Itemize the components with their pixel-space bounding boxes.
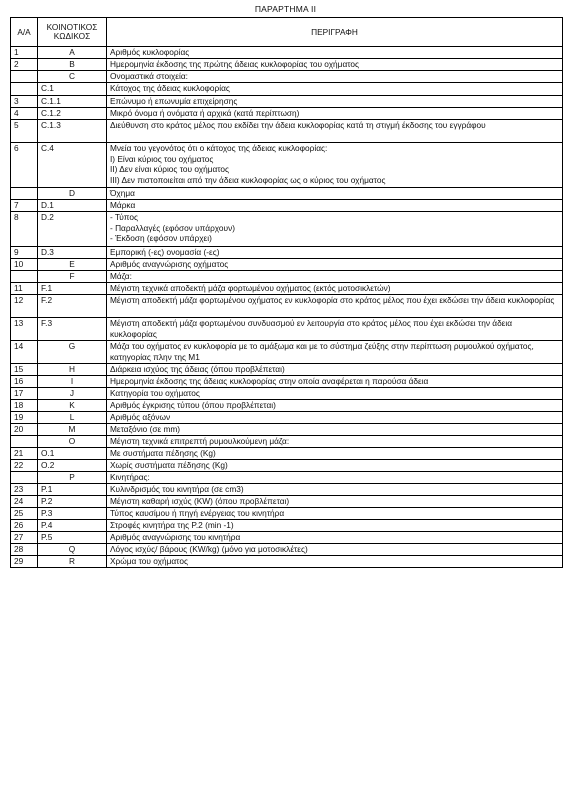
description: Αριθμός αξόνων (107, 412, 563, 424)
community-code: C.1.2 (38, 108, 107, 120)
row-number: 3 (11, 96, 38, 108)
community-code: C.1.1 (38, 96, 107, 108)
description: Διάρκεια ισχύος της άδειας (όπου προβλέπεται) (107, 364, 563, 376)
row-number: 7 (11, 200, 38, 212)
community-code: B (38, 59, 107, 71)
community-code: G (38, 341, 107, 364)
description: Μέγιστη τεχνικά αποδεκτή μάζα φορτωμένου οχήματος (εκτός μοτοσικλετών) (107, 283, 563, 295)
table-row (11, 341, 563, 364)
community-code: P.3 (38, 508, 107, 520)
description: Λόγος ισχύς/ βάρους (KW/kg) (μόνο για μοτοσικλέτες) (107, 544, 563, 556)
description: Μάζα: (107, 271, 563, 283)
community-code: Q (38, 544, 107, 556)
table-row (11, 318, 563, 341)
community-code: D.2 (38, 212, 107, 247)
table-row (11, 188, 563, 200)
description: Αριθμός έγκρισης τύπου (όπου προβλέπεται) (107, 400, 563, 412)
community-code: D.3 (38, 247, 107, 259)
row-number: 17 (11, 388, 38, 400)
table-row (11, 247, 563, 259)
annex-table (10, 17, 563, 568)
community-code: M (38, 424, 107, 436)
table-row (11, 143, 563, 188)
community-code: D.1 (38, 200, 107, 212)
row-number: 21 (11, 448, 38, 460)
community-code: J (38, 388, 107, 400)
description: - Τύπος - Παραλλαγές (εφόσον υπάρχουν) - Έκδοση (εφόσον υπάρχει) (107, 212, 563, 247)
description: Με συστήματα πέδησης (Kg) (107, 448, 563, 460)
row-number (11, 472, 38, 484)
description: Μνεία του γεγονότος ότι ο κάτοχος της άδειας κυκλοφορίας: Ι) Είναι κύριος του οχήματος ΙΙ) Δεν είναι κύριος του οχήματος ΙΙΙ) Δεν πιστοποιείται από την άδεια κυκλοφορίας ως ο κύριος του οχήματος (107, 143, 563, 188)
description: Τύπος καυσίμου ή πηγή ενέργειας του κινητήρα (107, 508, 563, 520)
description: Επώνυμο ή επωνυμία επιχείρησης (107, 96, 563, 108)
description: Κατηγορία του οχήματος (107, 388, 563, 400)
table-row (11, 259, 563, 271)
table-row (11, 283, 563, 295)
row-number: 10 (11, 259, 38, 271)
community-code: R (38, 556, 107, 568)
table-row (11, 96, 563, 108)
table-row (11, 412, 563, 424)
community-code: F.2 (38, 295, 107, 318)
row-number: 28 (11, 544, 38, 556)
table-row (11, 496, 563, 508)
table-row (11, 448, 563, 460)
community-code: O.1 (38, 448, 107, 460)
row-number: 5 (11, 120, 38, 143)
community-code: K (38, 400, 107, 412)
row-number: 18 (11, 400, 38, 412)
row-number: 20 (11, 424, 38, 436)
community-code: P.5 (38, 532, 107, 544)
row-number: 24 (11, 496, 38, 508)
community-code: C.1 (38, 83, 107, 96)
community-code: F.1 (38, 283, 107, 295)
community-code: I (38, 376, 107, 388)
table-row (11, 460, 563, 472)
community-code: O (38, 436, 107, 448)
description: Διεύθυνση στο κράτος μέλος που εκδίδει την άδεια κυκλοφορίας κατά τη στιγμή έκδοσης του εγγράφου (107, 120, 563, 143)
table-row (11, 508, 563, 520)
community-code: H (38, 364, 107, 376)
row-number: 13 (11, 318, 38, 341)
table-row (11, 484, 563, 496)
description: Χρώμα του οχήματος (107, 556, 563, 568)
community-code: P.4 (38, 520, 107, 532)
table-row (11, 212, 563, 247)
description: Μεταξόνιο (σε mm) (107, 424, 563, 436)
table-row (11, 71, 563, 83)
row-number: 27 (11, 532, 38, 544)
table-row (11, 47, 563, 59)
row-number (11, 436, 38, 448)
table-row (11, 556, 563, 568)
row-number (11, 83, 38, 96)
table-row (11, 520, 563, 532)
community-code: C.1.3 (38, 120, 107, 143)
table-row (11, 424, 563, 436)
row-number (11, 71, 38, 83)
row-number: 6 (11, 143, 38, 188)
description: Μάρκα (107, 200, 563, 212)
row-number: 26 (11, 520, 38, 532)
table-row (11, 388, 563, 400)
community-code: E (38, 259, 107, 271)
row-number: 14 (11, 341, 38, 364)
description: Μέγιστη αποδεκτή μάζα φορτωμένου συνδυασμού εν λειτουργία στο κράτος μέλος που έχει εκδώσει την άδεια κυκλοφορίας (107, 318, 563, 341)
table-row (11, 108, 563, 120)
row-number (11, 271, 38, 283)
row-number: 23 (11, 484, 38, 496)
description: Ημερομηνία έκδοσης της πρώτης άδειας κυκλοφορίας του οχήματος (107, 59, 563, 71)
description: Κάτοχος της άδειας κυκλοφορίας (107, 83, 563, 96)
community-code: P.1 (38, 484, 107, 496)
description: Ημερομηνία έκδοσης της άδειας κυκλοφορίας στην οποία αναφέρεται η παρούσα άδεια (107, 376, 563, 388)
community-code: P (38, 472, 107, 484)
row-number: 4 (11, 108, 38, 120)
row-number: 15 (11, 364, 38, 376)
row-number: 22 (11, 460, 38, 472)
table-header-row (11, 18, 563, 47)
description: Κυλινδρισμός του κινητήρα (σε cm3) (107, 484, 563, 496)
description: Ονομαστικά στοιχεία: (107, 71, 563, 83)
header-code: ΚΟΙΝΟΤΙΚΟΣ ΚΩΔΙΚΟΣ (38, 18, 107, 47)
description: Εμπορική (-ες) ονομασία (-ες) (107, 247, 563, 259)
community-code: C.4 (38, 143, 107, 188)
row-number: 16 (11, 376, 38, 388)
row-number (11, 188, 38, 200)
description: Μέγιστη τεχνικά επιτρεπτή ρυμουλκούμενη μάζα: (107, 436, 563, 448)
table-row (11, 120, 563, 143)
row-number: 11 (11, 283, 38, 295)
description: Στροφές κινητήρα της P.2 (min -1) (107, 520, 563, 532)
community-code: A (38, 47, 107, 59)
table-row (11, 544, 563, 556)
community-code: P.2 (38, 496, 107, 508)
row-number: 29 (11, 556, 38, 568)
table-row (11, 59, 563, 71)
description: Αριθμός αναγνώρισης οχήματος (107, 259, 563, 271)
header-aa: Α/Α (11, 18, 38, 47)
annex-title: ΠΑΡΑΡΤΗΜΑ ΙΙ (254, 4, 317, 14)
description: Αριθμός κυκλοφορίας (107, 47, 563, 59)
table-row (11, 436, 563, 448)
community-code: F (38, 271, 107, 283)
row-number: 2 (11, 59, 38, 71)
row-number: 25 (11, 508, 38, 520)
table-row (11, 400, 563, 412)
table-row (11, 200, 563, 212)
community-code: D (38, 188, 107, 200)
table-row (11, 295, 563, 318)
table-row (11, 83, 563, 96)
community-code: O.2 (38, 460, 107, 472)
description: Μάζα του οχήματος εν κυκλοφορία με το αμάξωμα και με το σύστημα ζεύξης στην περίπτωση ρυμουλκού οχήματος, κατηγορίας πλην της M1 (107, 341, 563, 364)
header-description: ΠΕΡΙΓΡΑΦΗ (107, 18, 563, 47)
row-number: 8 (11, 212, 38, 247)
description: Χωρίς συστήματα πέδησης (Kg) (107, 460, 563, 472)
description: Κινητήρας: (107, 472, 563, 484)
table-row (11, 532, 563, 544)
row-number: 1 (11, 47, 38, 59)
description: Μέγιστη αποδεκτή μάζα φορτωμένου οχήματος εν κυκλοφορία στο κράτος μέλος που έχει εκδώσει την άδεια κυκλοφορίας (107, 295, 563, 318)
community-code: L (38, 412, 107, 424)
community-code: C (38, 71, 107, 83)
description: Όχημα (107, 188, 563, 200)
community-code: F.3 (38, 318, 107, 341)
table-row (11, 271, 563, 283)
description: Αριθμός αναγνώρισης του κινητήρα (107, 532, 563, 544)
table-row (11, 376, 563, 388)
row-number: 19 (11, 412, 38, 424)
description: Μικρό όνομα ή ονόματα ή αρχικά (κατά περίπτωση) (107, 108, 563, 120)
table-row (11, 364, 563, 376)
row-number: 9 (11, 247, 38, 259)
description: Μέγιστη καθαρή ισχύς (KW) (όπου προβλέπεται) (107, 496, 563, 508)
table-row (11, 472, 563, 484)
row-number: 12 (11, 295, 38, 318)
